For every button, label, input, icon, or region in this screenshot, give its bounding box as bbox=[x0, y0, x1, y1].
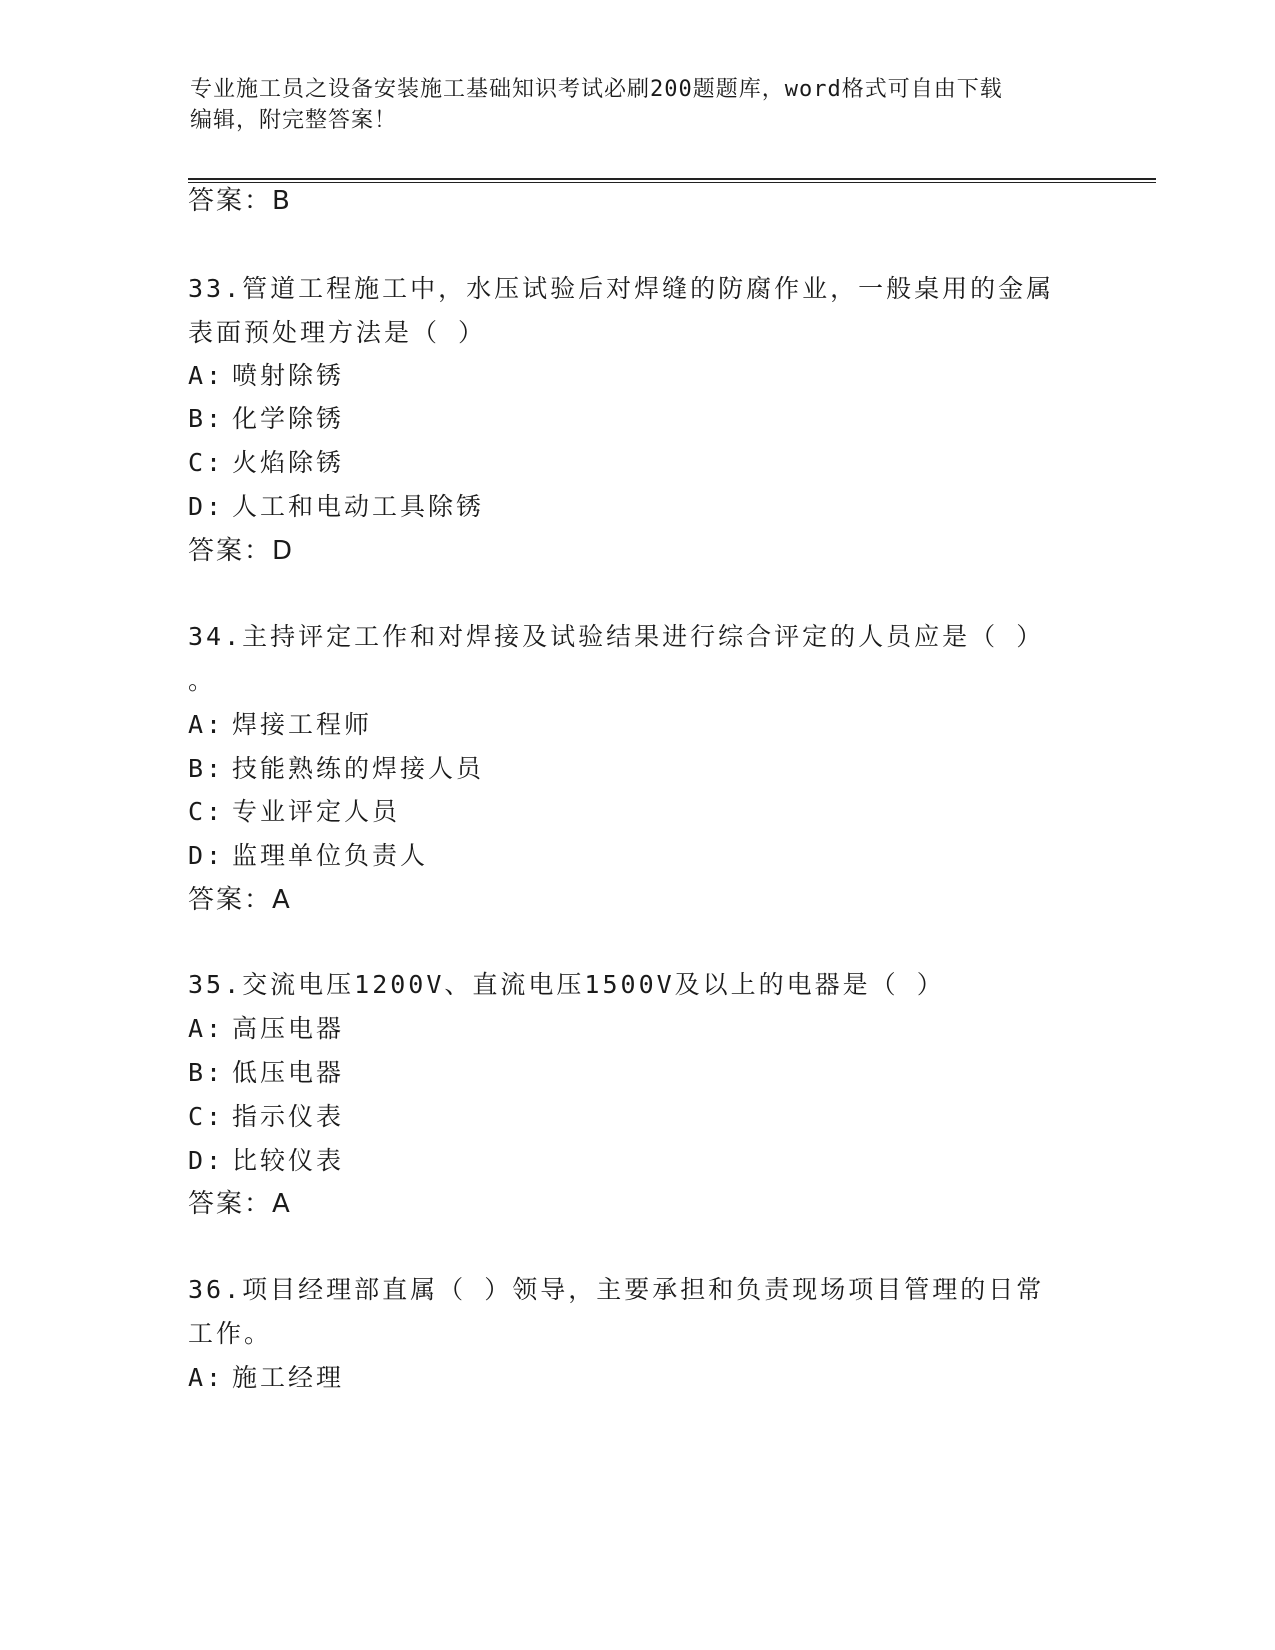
option-b: B: 技能熟练的焊接人员 bbox=[188, 754, 485, 783]
answer-line: 答案：B bbox=[188, 186, 292, 216]
answer-value: A bbox=[272, 1189, 292, 1219]
option-a: A: 施工经理 bbox=[188, 1363, 345, 1392]
question-36-stem-line-2: 工作。 bbox=[188, 1319, 273, 1348]
option-d: D: 人工和电动工具除锈 bbox=[188, 492, 485, 521]
header-line-2: 编辑，附完整答案！ bbox=[190, 108, 398, 133]
question-33-stem-line-2: 表面预处理方法是（ ） bbox=[188, 318, 487, 347]
question-34-stem-line-2: 。 bbox=[188, 666, 217, 695]
option-c: C: 火焰除锈 bbox=[188, 448, 345, 477]
option-a: A: 喷射除锈 bbox=[188, 361, 345, 390]
answer-line: 答案：A bbox=[188, 885, 292, 915]
header-line-1: 专业施工员之设备安装施工基础知识考试必刷200题题库，word格式可自由下载 bbox=[190, 77, 1003, 102]
option-a: A: 高压电器 bbox=[188, 1014, 345, 1043]
option-b: B: 化学除锈 bbox=[188, 404, 345, 433]
answer-line: 答案：A bbox=[188, 1189, 292, 1219]
question-33-stem-line-1: 33.管道工程施工中，水压试验后对焊缝的防腐作业，一般桌用的金属 bbox=[188, 274, 1055, 303]
option-a: A: 焊接工程师 bbox=[188, 710, 373, 739]
answer-value: A bbox=[272, 885, 292, 915]
document-header bbox=[190, 74, 1070, 136]
option-c: C: 专业评定人员 bbox=[188, 797, 401, 826]
header-divider bbox=[188, 178, 1156, 183]
option-d: D: 监理单位负责人 bbox=[188, 841, 429, 870]
answer-value: D bbox=[272, 536, 295, 566]
option-c: C: 指示仪表 bbox=[188, 1102, 345, 1131]
option-b: B: 低压电器 bbox=[188, 1058, 345, 1087]
question-35-stem-line-1: 35.交流电压1200V、直流电压1500V及以上的电器是（ ） bbox=[188, 970, 945, 999]
option-d: D: 比较仪表 bbox=[188, 1146, 345, 1175]
question-36-stem-line-1: 36.项目经理部直属（ ）领导，主要承担和负责现场项目管理的日常 bbox=[188, 1275, 1045, 1304]
answer-line: 答案：D bbox=[188, 536, 295, 566]
answer-value: B bbox=[272, 186, 292, 216]
question-34-stem-line-1: 34.主持评定工作和对焊接及试验结果进行综合评定的人员应是（ ） bbox=[188, 622, 1045, 651]
